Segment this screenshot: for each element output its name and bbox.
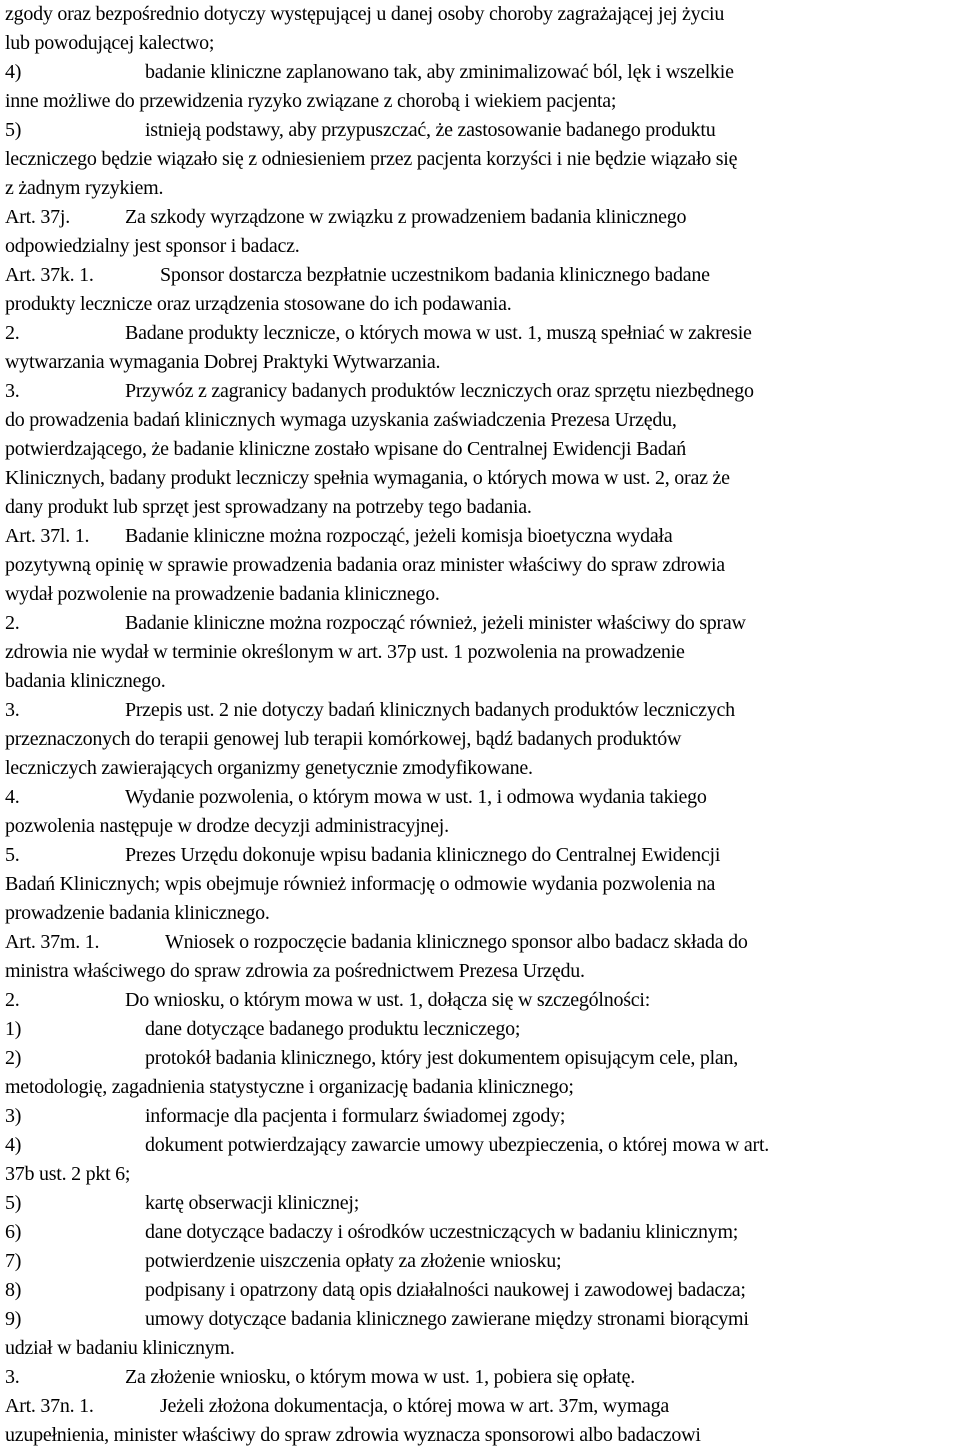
line-text: Sponsor dostarcza bezpłatnie uczestnikom badania klinicznego badane — [160, 264, 710, 286]
line-label: Art. 37j. — [5, 206, 70, 228]
line-text: z żadnym ryzykiem. — [5, 177, 164, 199]
line-text: produkty lecznicze oraz urządzenia stosowane do ich podawania. — [5, 293, 512, 315]
line-text: metodologię, zagadnienia statystyczne i organizację badania klinicznego; — [5, 1076, 574, 1098]
line-label: 2. — [5, 322, 20, 344]
line-text: podpisany i opatrzony datą opis działalności naukowej i zawodowej badacza; — [145, 1279, 746, 1301]
text-line — [5, 1276, 958, 1305]
line-label: 2. — [5, 989, 20, 1011]
text-line — [5, 0, 958, 29]
text-line — [5, 1392, 958, 1421]
line-text: przeznaczonych do terapii genowej lub terapii komórkowej, bądź badanych produktów — [5, 728, 682, 750]
text-line — [5, 87, 958, 116]
line-label: 7) — [5, 1250, 22, 1272]
line-text: dany produkt lub sprzęt jest sprowadzany na potrzeby tego badania. — [5, 496, 532, 518]
text-line — [5, 232, 958, 261]
line-text: protokół badania klinicznego, który jest dokumentem opisującym cele, plan, — [145, 1047, 739, 1069]
text-line — [5, 1015, 958, 1044]
line-label: 1) — [5, 1018, 22, 1040]
line-text: zdrowia nie wydał w terminie określonym w art. 37p ust. 1 pozwolenia na prowadzenie — [5, 641, 685, 663]
line-label: 5. — [5, 844, 20, 866]
line-text: Wniosek o rozpoczęcie badania klinicznego sponsor albo badacz składa do — [165, 931, 748, 953]
line-text: odpowiedzialny jest sponsor i badacz. — [5, 235, 300, 257]
text-line — [5, 348, 958, 377]
line-text: leczniczych zawierających organizmy genetycznie zmodyfikowane. — [5, 757, 533, 779]
line-text: informacje dla pacjenta i formularz świadomej zgody; — [145, 1105, 566, 1127]
text-line — [5, 580, 958, 609]
text-line — [5, 145, 958, 174]
text-line — [5, 1218, 958, 1247]
line-label: 3. — [5, 1366, 20, 1388]
text-line — [5, 841, 958, 870]
line-label: 6) — [5, 1221, 22, 1243]
text-line — [5, 667, 958, 696]
text-line — [5, 870, 958, 899]
line-text: 37b ust. 2 pkt 6; — [5, 1163, 131, 1185]
text-line — [5, 29, 958, 58]
line-text: inne możliwe do przewidzenia ryzyko związane z chorobą i wiekiem pacjenta; — [5, 90, 617, 112]
text-line — [5, 377, 958, 406]
line-text: do prowadzenia badań klinicznych wymaga uzyskania zaświadczenia Prezesa Urzędu, — [5, 409, 677, 431]
line-text: umowy dotyczące badania klinicznego zawierane między stronami biorącymi — [145, 1308, 749, 1330]
line-label: Art. 37l. 1. — [5, 525, 90, 547]
line-label: Art. 37n. 1. — [5, 1395, 94, 1417]
line-text: ministra właściwego do spraw zdrowia za pośrednictwem Prezesa Urzędu. — [5, 960, 585, 982]
text-line — [5, 609, 958, 638]
line-text: wydał pozwolenie na prowadzenie badania klinicznego. — [5, 583, 440, 605]
line-text: dane dotyczące badanego produktu leczniczego; — [145, 1018, 521, 1040]
text-line — [5, 1102, 958, 1131]
text-line — [5, 928, 958, 957]
text-line — [5, 638, 958, 667]
line-label: 5) — [5, 1192, 22, 1214]
line-text: dokument potwierdzający zawarcie umowy ubezpieczenia, o której mowa w art. — [145, 1134, 770, 1156]
line-text: zgody oraz bezpośrednio dotyczy występującej u danej osoby choroby zagrażającej jej życiu — [5, 3, 725, 25]
line-label: Art. 37m. 1. — [5, 931, 100, 953]
line-label: 2) — [5, 1047, 22, 1069]
text-line — [5, 783, 958, 812]
line-text: lub powodującej kalectwo; — [5, 32, 215, 54]
line-text: istnieją podstawy, aby przypuszczać, że zastosowanie badanego produktu — [145, 119, 716, 141]
line-label: 4) — [5, 1134, 22, 1156]
line-text: badanie kliniczne zaplanowano tak, aby zminimalizować ból, lęk i wszelkie — [145, 61, 734, 83]
line-label: 3. — [5, 699, 20, 721]
text-line — [5, 899, 958, 928]
line-text: pozwolenia następuje w drodze decyzji administracyjnej. — [5, 815, 449, 837]
text-line — [5, 58, 958, 87]
text-line — [5, 1421, 958, 1450]
line-text: pozytywną opinię w sprawie prowadzenia badania oraz minister właściwy do spraw zdrowia — [5, 554, 725, 576]
line-text: prowadzenie badania klinicznego. — [5, 902, 270, 924]
line-text: wytwarzania wymagania Dobrej Praktyki Wytwarzania. — [5, 351, 441, 373]
line-text: badania klinicznego. — [5, 670, 166, 692]
line-text: potwierdzającego, że badanie kliniczne zostało wpisane do Centralnej Ewidencji Badań — [5, 438, 686, 460]
line-text: potwierdzenie uiszczenia opłaty za złożenie wniosku; — [145, 1250, 562, 1272]
line-text: Przywóz z zagranicy badanych produktów leczniczych oraz sprzętu niezbędnego — [125, 380, 754, 402]
line-text: Badanie kliniczne można rozpocząć, jeżeli komisja bioetyczna wydała — [125, 525, 673, 547]
text-line — [5, 1305, 958, 1334]
line-text: Jeżeli złożona dokumentacja, o której mowa w art. 37m, wymaga — [160, 1395, 670, 1417]
line-text: Za szkody wyrządzone w związku z prowadzeniem badania klinicznego — [125, 206, 687, 228]
text-line — [5, 522, 958, 551]
text-line — [5, 464, 958, 493]
text-line — [5, 1044, 958, 1073]
line-label: 4. — [5, 786, 20, 808]
line-text: Badane produkty lecznicze, o których mowa w ust. 1, muszą spełniać w zakresie — [125, 322, 752, 344]
line-label: 4) — [5, 61, 22, 83]
text-line — [5, 435, 958, 464]
text-line — [5, 1363, 958, 1392]
line-text: Prezes Urzędu dokonuje wpisu badania klinicznego do Centralnej Ewidencji — [125, 844, 721, 866]
line-text: uzupełnienia, minister właściwy do spraw zdrowia wyznacza sponsorowi albo badaczowi — [5, 1424, 701, 1446]
line-text: leczniczego będzie wiązało się z odniesieniem przez pacjenta korzyści i nie będzie wiązało się — [5, 148, 738, 170]
text-line — [5, 812, 958, 841]
text-line — [5, 203, 958, 232]
text-line — [5, 725, 958, 754]
line-text: Przepis ust. 2 nie dotyczy badań klinicznych badanych produktów leczniczych — [125, 699, 735, 721]
line-text: kartę obserwacji klinicznej; — [145, 1192, 360, 1214]
line-label: 2. — [5, 612, 20, 634]
line-text: Za złożenie wniosku, o którym mowa w ust. 1, pobiera się opłatę. — [125, 1366, 635, 1388]
text-line — [5, 290, 958, 319]
line-label: 3) — [5, 1105, 22, 1127]
text-line — [5, 957, 958, 986]
line-label: 9) — [5, 1308, 22, 1330]
text-line — [5, 696, 958, 725]
line-text: udział w badaniu klinicznym. — [5, 1337, 235, 1359]
text-line — [5, 1160, 958, 1189]
text-line — [5, 319, 958, 348]
text-line — [5, 261, 958, 290]
line-label: 8) — [5, 1279, 22, 1301]
line-text: Badanie kliniczne można rozpocząć również, jeżeli minister właściwy do spraw — [125, 612, 746, 634]
text-line — [5, 493, 958, 522]
line-text: dane dotyczące badaczy i ośrodków uczestniczących w badaniu klinicznym; — [145, 1221, 739, 1243]
text-line — [5, 551, 958, 580]
line-label: 3. — [5, 380, 20, 402]
line-label: Art. 37k. 1. — [5, 264, 94, 286]
text-line — [5, 1334, 958, 1363]
text-line — [5, 174, 958, 203]
line-text: Klinicznych, badany produkt leczniczy spełnia wymagania, o których mowa w ust. 2, oraz że — [5, 467, 730, 489]
line-text: Do wniosku, o którym mowa w ust. 1, dołącza się w szczególności: — [125, 989, 651, 1011]
text-line — [5, 986, 958, 1015]
text-line — [5, 754, 958, 783]
line-text: Badań Klinicznych; wpis obejmuje również informację o odmowie wydania pozwolenia na — [5, 873, 716, 895]
text-line — [5, 1247, 958, 1276]
text-line — [5, 1131, 958, 1160]
text-line — [5, 406, 958, 435]
line-text: Wydanie pozwolenia, o którym mowa w ust. 1, i odmowa wydania takiego — [125, 786, 707, 808]
text-line — [5, 1189, 958, 1218]
text-line — [5, 1073, 958, 1102]
text-line — [5, 116, 958, 145]
line-label: 5) — [5, 119, 22, 141]
